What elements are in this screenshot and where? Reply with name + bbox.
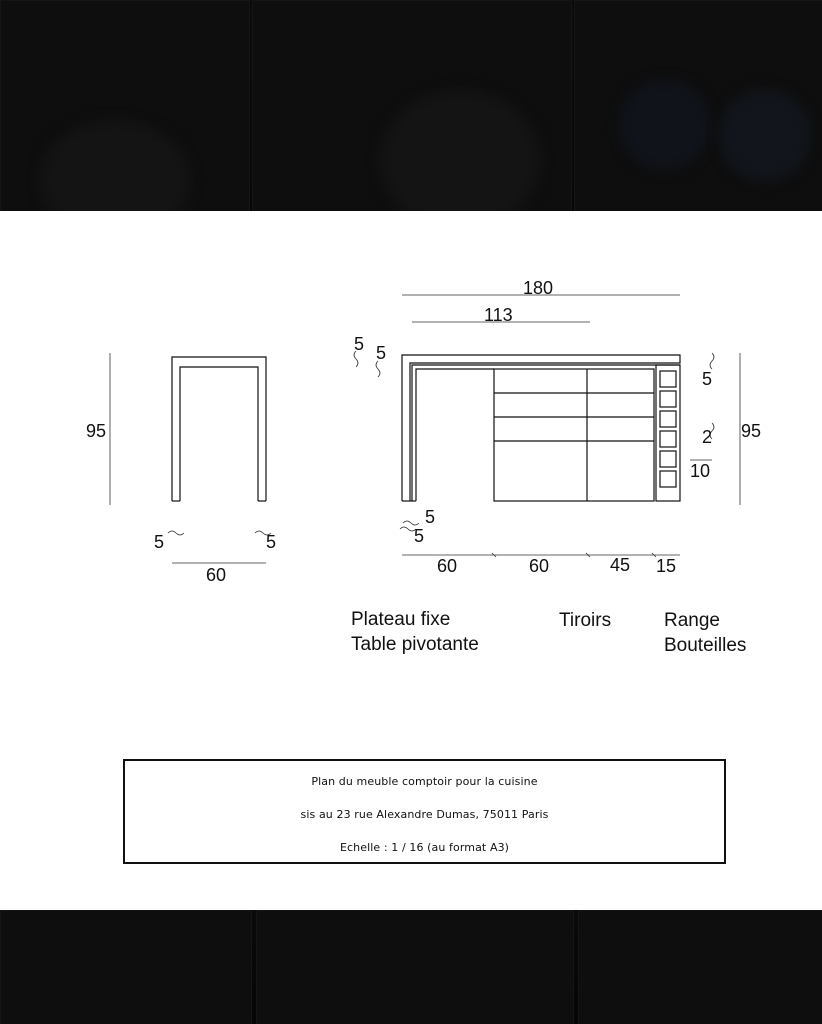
side-view-depth-label: 60 (206, 565, 227, 585)
title-line-address: sis au 23 rue Alexandre Dumas, 75011 Paris (300, 808, 549, 821)
front-view-partial-width-label: 113 (484, 305, 513, 325)
label-range: Range (664, 610, 720, 631)
side-view-height-label: 95 (86, 421, 107, 441)
front-view-top-thickness-label-b: 5 (376, 343, 387, 363)
bottle-slot (660, 431, 676, 447)
side-view-right-thickness-label: 5 (266, 532, 277, 552)
title-block (123, 759, 726, 864)
side-view-left-thickness-tick (168, 531, 184, 535)
side-view-left-thickness-label: 5 (154, 532, 165, 552)
front-view-pivot-table-frame (412, 365, 680, 501)
side-view (86, 353, 276, 585)
front-view-pivot-table-inner (416, 369, 494, 501)
front-view-segment-label-2: 60 (529, 556, 550, 576)
title-line-scale: Echelle : 1 / 16 (au format A3) (339, 841, 510, 854)
drawing-sheet (0, 211, 822, 910)
front-view (354, 278, 761, 576)
bottle-slot (660, 371, 676, 387)
bottle-slot (660, 391, 676, 407)
front-view-top-outer (402, 355, 680, 501)
front-view-segment-label-4: 15 (656, 556, 677, 576)
background-panel (256, 910, 574, 1024)
background-blur (620, 80, 710, 170)
background-panel (0, 910, 252, 1024)
front-view-right-top-label: 5 (702, 369, 713, 389)
drawer-block (494, 369, 654, 501)
top-dark-background (0, 0, 822, 211)
bottle-slot (660, 411, 676, 427)
front-view-leg-label-b: 5 (414, 526, 425, 546)
front-view-top-thickness-tick-b (376, 361, 380, 377)
front-view-right-low-label: 10 (690, 461, 711, 481)
bottle-slot (660, 451, 676, 467)
front-view-right-top-tick (710, 353, 714, 369)
front-view-right-mid-label: 2 (702, 427, 713, 447)
front-view-top-thickness-label-a: 5 (354, 334, 365, 354)
label-tiroirs: Tiroirs (559, 610, 612, 631)
side-view-inner-frame (180, 367, 258, 501)
bottom-dark-background (0, 910, 822, 1024)
background-panel (578, 910, 822, 1024)
label-table-pivotante: Table pivotante (351, 634, 479, 655)
front-view-height-label: 95 (741, 421, 762, 441)
zone-labels (351, 609, 746, 656)
title-line-plan: Plan du meuble comptoir pour la cuisine (311, 775, 538, 788)
bottle-slot (660, 471, 676, 487)
background-blur (720, 90, 810, 180)
label-bouteilles: Bouteilles (664, 635, 747, 656)
side-view-outer-frame (172, 357, 266, 501)
label-plateau-fixe: Plateau fixe (351, 609, 451, 630)
front-view-leg-tick-a (403, 521, 419, 525)
front-view-segment-label-3: 45 (610, 555, 631, 575)
front-view-segment-label-1: 60 (437, 556, 458, 576)
front-view-overall-width-label: 180 (523, 278, 554, 298)
front-view-leg-label-a: 5 (425, 507, 436, 527)
